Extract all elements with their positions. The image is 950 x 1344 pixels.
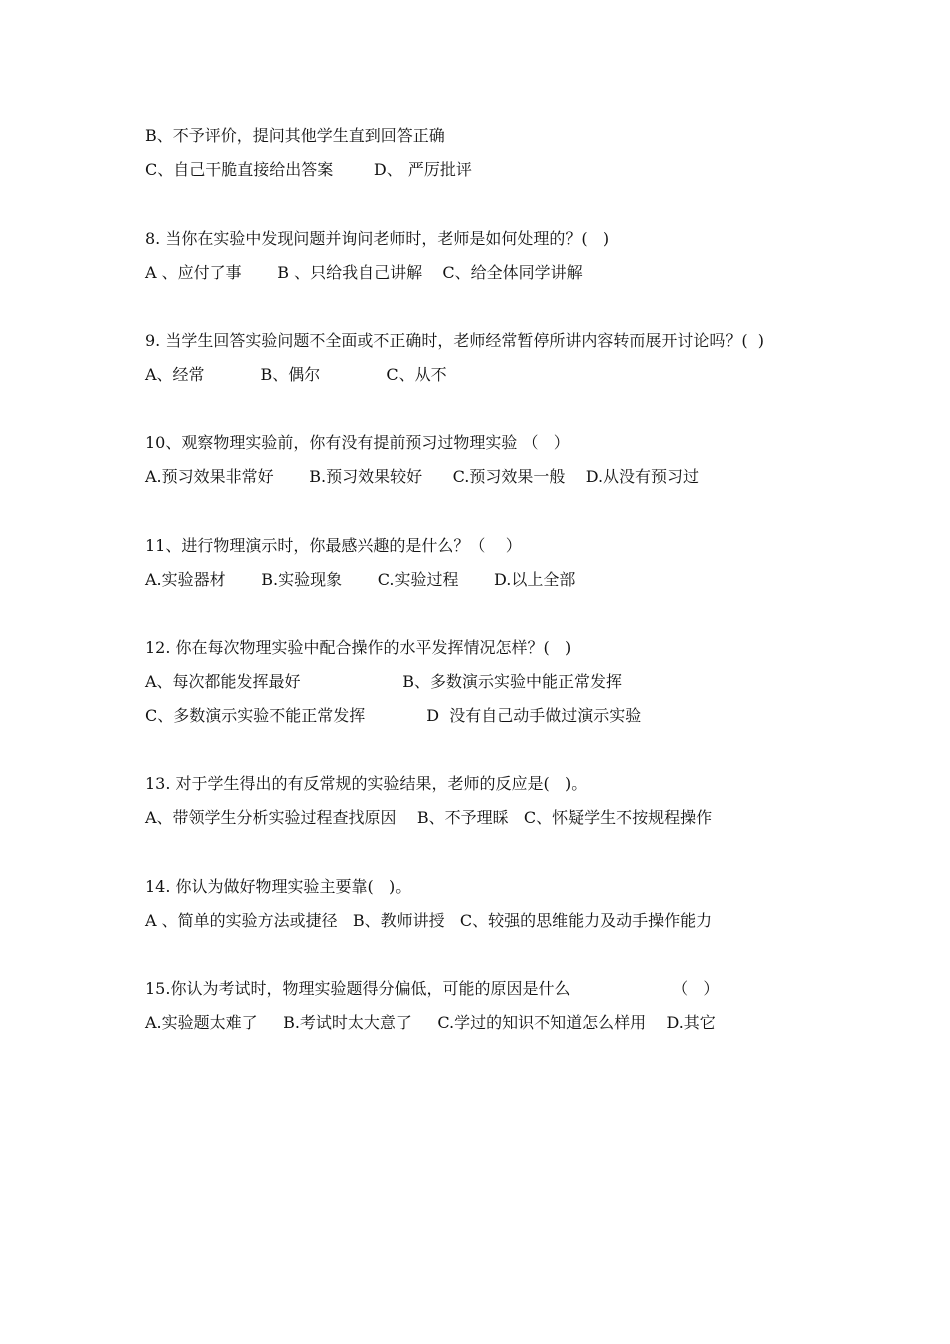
option-line-7b: B、不予评价，提问其他学生直到回答正确 — [145, 126, 445, 145]
question-15: 15.你认为考试时，物理实验题得分偏低，可能的原因是什么 （ ） — [145, 979, 720, 998]
options-12-cd: C、多数演示实验不能正常发挥 D 没有自己动手做过演示实验 — [145, 706, 642, 725]
options-10: A.预习效果非常好 B.预习效果较好 C.预习效果一般 D.从没有预习过 — [145, 467, 700, 486]
question-8: 8. 当你在实验中发现问题并询问老师时，老师是如何处理的？( ) — [145, 229, 610, 248]
question-9: 9. 当学生回答实验问题不全面或不正确时，老师经常暂停所讲内容转而展开讨论吗？( ) — [145, 331, 765, 350]
options-14: A 、简单的实验方法或捷径 B、教师讲授 C、较强的思维能力及动手操作能力 — [145, 911, 713, 930]
question-11: 11、进行物理演示时，你最感兴趣的是什么？（ ） — [145, 536, 522, 555]
options-15: A.实验题太难了 B.考试时太大意了 C.学过的知识不知道怎么样用 D.其它 — [145, 1013, 716, 1032]
options-13: A、带领学生分析实验过程查找原因 B、不予理睬 C、怀疑学生不按规程操作 — [145, 808, 713, 827]
question-13: 13. 对于学生得出的有反常规的实验结果，老师的反应是( )。 — [145, 774, 588, 793]
option-line-7cd: C、自己干脆直接给出答案 D、 严厉批评 — [145, 160, 472, 179]
question-12: 12. 你在每次物理实验中配合操作的水平发挥情况怎样？( ) — [145, 638, 572, 657]
options-12-ab: A、每次都能发挥最好 B、多数演示实验中能正常发挥 — [145, 672, 623, 691]
question-10: 10、观察物理实验前，你有没有提前预习过物理实验 （ ） — [145, 433, 570, 452]
question-14: 14. 你认为做好物理实验主要靠( )。 — [145, 877, 412, 896]
options-11: A.实验器材 B.实验现象 C.实验过程 D.以上全部 — [145, 570, 576, 589]
options-8: A 、应付了事 B 、只给我自己讲解 C、给全体同学讲解 — [145, 263, 583, 282]
options-9: A、经常 B、偶尔 C、从不 — [145, 365, 447, 384]
